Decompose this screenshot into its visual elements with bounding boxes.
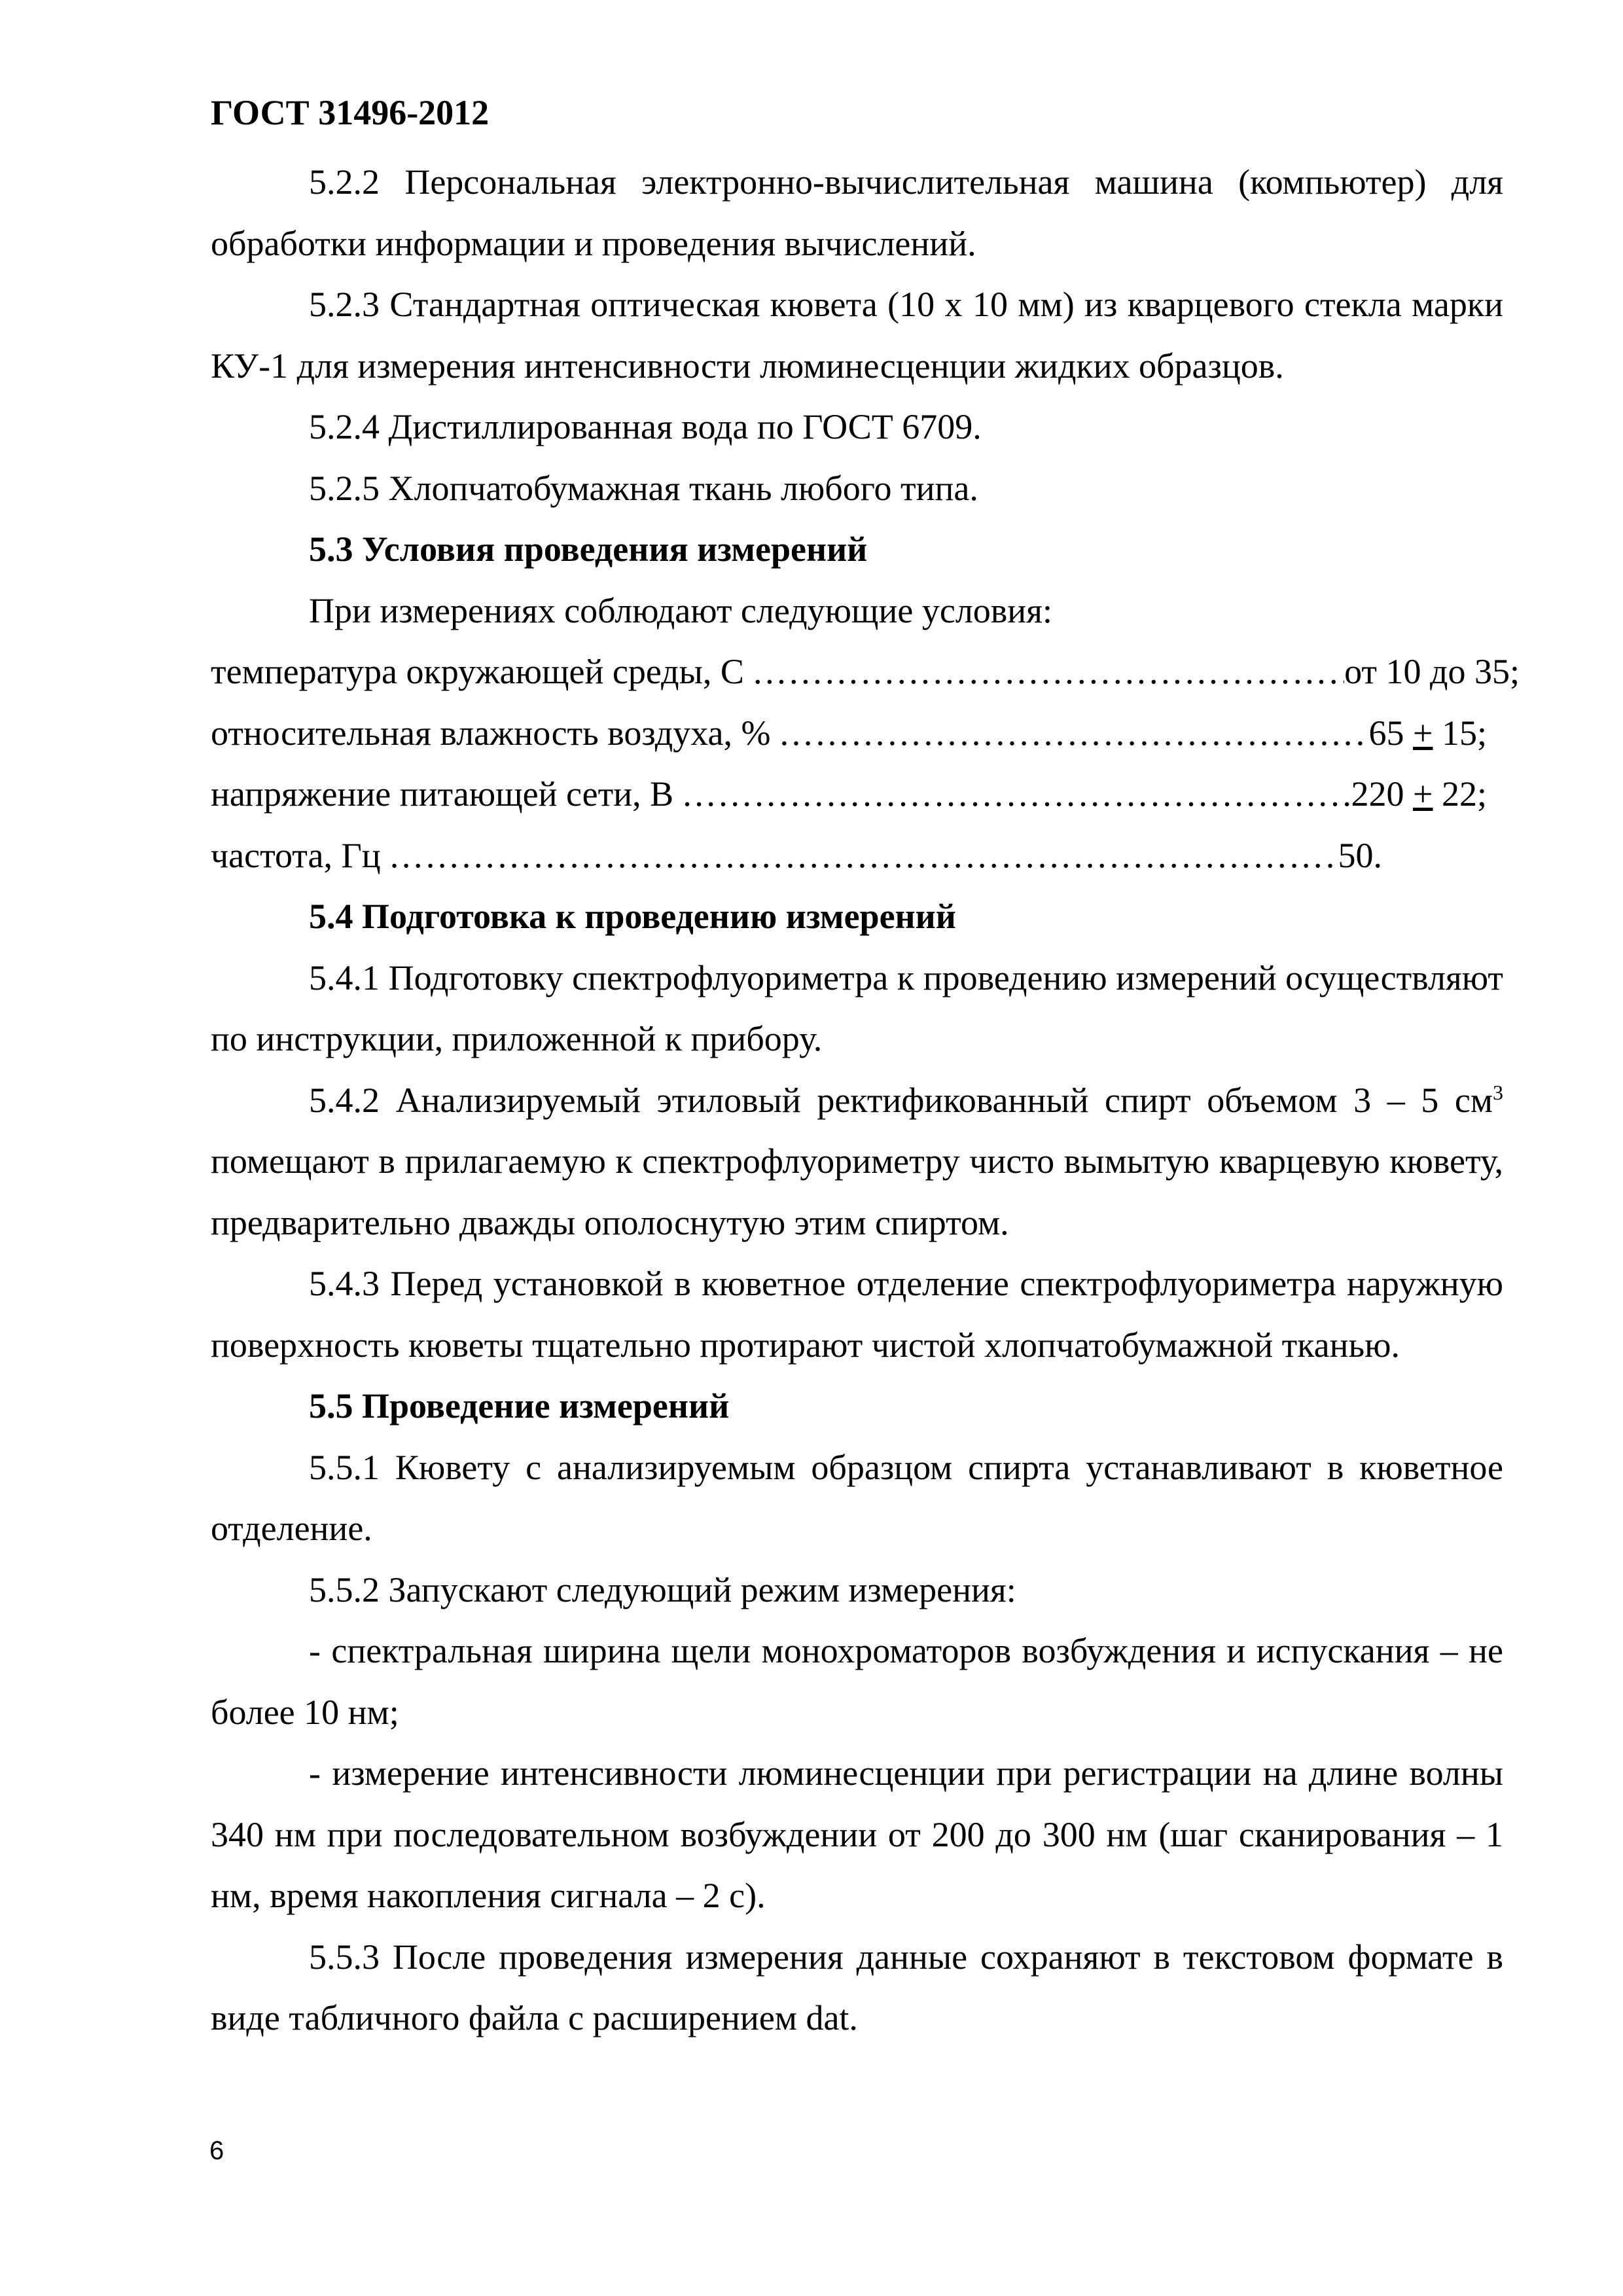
paragraph-5-5-1: 5.5.1 Кювету с анализируемым образцом спирта устанавливают в кюветное отделение. bbox=[211, 1447, 1503, 1548]
leader-dots bbox=[770, 703, 1368, 764]
document-body bbox=[211, 152, 1520, 2049]
plus-minus-sign: + bbox=[1413, 713, 1433, 753]
leader-dots bbox=[673, 764, 1351, 825]
page-number: 6 bbox=[209, 2136, 224, 2165]
condition-voltage bbox=[211, 764, 1487, 825]
paragraph-5-4-3: 5.4.3 Перед установкой в кюветное отделение спектрофлуориметра наружную поверхность кюветы тщательно протирают чистой хлопчатобумажной тканью. bbox=[211, 1264, 1503, 1365]
paragraph-5-2-4: 5.2.4 Дистиллированная вода по ГОСТ 6709. bbox=[309, 407, 982, 446]
list-item-slit-width: - спектральная ширина щели монохроматоров возбуждения и испускания – не более 10 нм; bbox=[211, 1631, 1503, 1732]
paragraph-5-3-intro: При измерениях соблюдают следующие условия: bbox=[309, 590, 1053, 630]
paragraph-5-5-2: 5.5.2 Запускают следующий режим измерения: bbox=[309, 1570, 1016, 1609]
document-header: ГОСТ 31496-2012 bbox=[211, 93, 490, 132]
paragraph-5-4-2: 5.4.2 Анализируемый этиловый ректификованный спирт объемом 3 – 5 $см^3$ помещают в прилагаемую к спектрофлуориметру чисто вымытую кварцевую кювету, предварительно дважды ополоснутую этим спиртом. bbox=[211, 1080, 1503, 1242]
condition-label: относительная влажность воздуха, % bbox=[211, 713, 771, 753]
plus-minus-sign: + bbox=[1413, 774, 1433, 814]
condition-value: 220 + 22; bbox=[1351, 774, 1487, 814]
condition-frequency bbox=[211, 825, 1382, 887]
leader-dots bbox=[381, 825, 1338, 887]
condition-humidity bbox=[211, 703, 1487, 764]
condition-value: от 10 до 35; bbox=[1344, 652, 1520, 691]
condition-label: напряжение питающей сети, В bbox=[211, 774, 674, 814]
section-heading-5-4: 5.4 Подготовка к проведению измерений bbox=[309, 897, 956, 936]
condition-temperature bbox=[211, 641, 1520, 703]
paragraph-5-2-3: 5.2.3 Стандартная оптическая кювета (10 х 10 мм) из кварцевого стекла марки КУ-1 для измерения интенсивности люминесценции жидких образцов. bbox=[211, 285, 1503, 386]
list-item-intensity: - измерение интенсивности люминесценции при регистрации на длине волны 340 нм при последовательном возбуждении от 200 до 300 нм (шаг сканирования – 1 нм, время накопления сигнала – 2 с). bbox=[211, 1753, 1503, 1915]
paragraph-5-2-5: 5.2.5 Хлопчатобумажная ткань любого типа. bbox=[309, 468, 978, 508]
condition-value: 65 + 15; bbox=[1368, 713, 1487, 753]
superscript: 3 bbox=[1493, 1080, 1503, 1104]
condition-label: температура окружающей среды, С bbox=[211, 652, 744, 691]
paragraph-5-5-3: 5.5.3 После проведения измерения данные сохраняют в текстовом формате в виде табличного файла с расширением dat. bbox=[211, 1937, 1503, 2037]
section-heading-5-3: 5.3 Условия проведения измерений bbox=[309, 529, 868, 569]
leader-dots bbox=[744, 641, 1344, 703]
section-heading-5-5: 5.5 Проведение измерений bbox=[309, 1386, 730, 1426]
paragraph-5-4-1: 5.4.1 Подготовку спектрофлуориметра к проведению измерений осуществляют по инструкции, приложенной к прибору. bbox=[211, 958, 1503, 1058]
paragraph-5-2-2: 5.2.2 Персональная электронно-вычислительная машина (компьютер) для обработки информации и проведения вычислений. bbox=[211, 162, 1503, 263]
condition-value: 50. bbox=[1338, 835, 1382, 875]
condition-label: частота, Гц bbox=[211, 835, 381, 875]
